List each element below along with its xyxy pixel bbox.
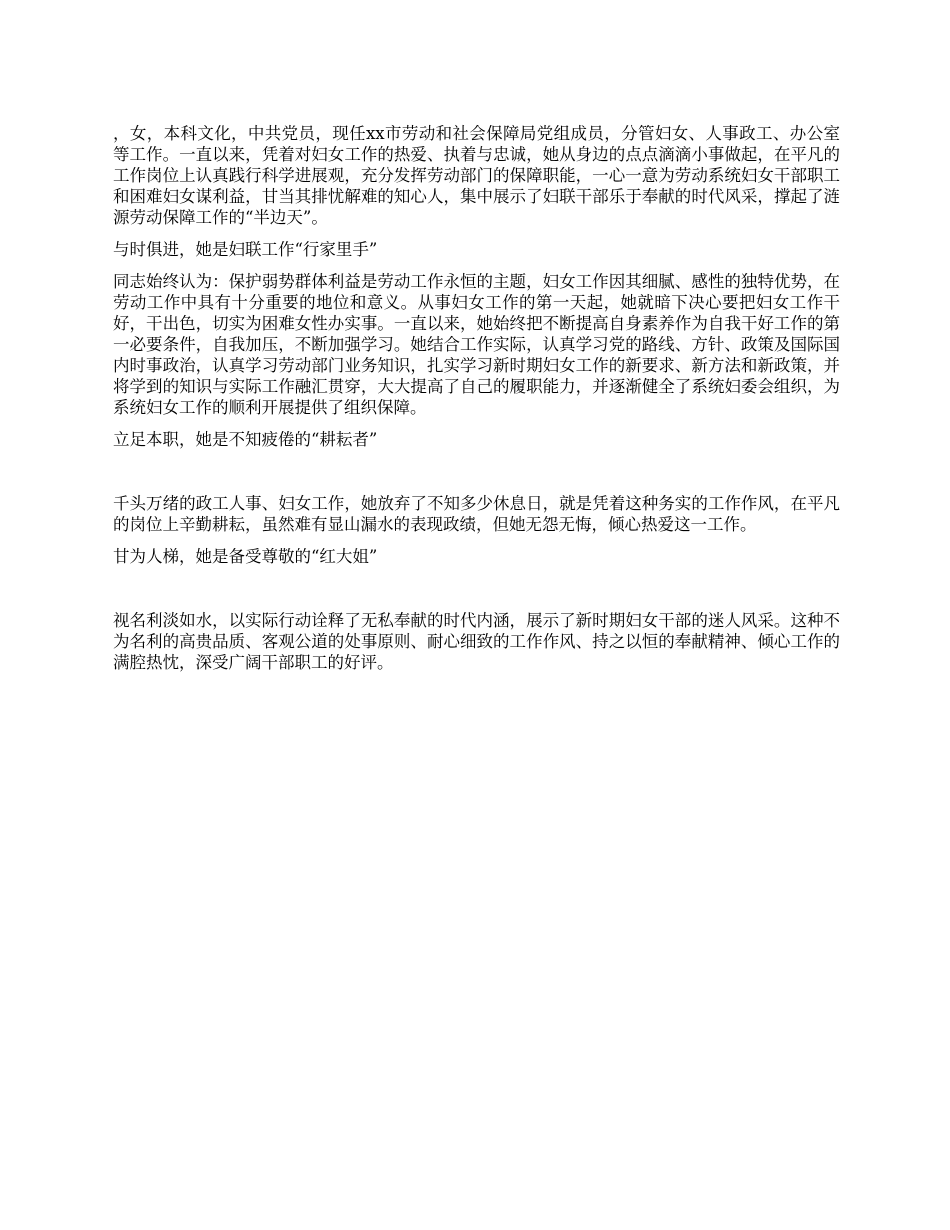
paragraph-spacer bbox=[113, 260, 840, 271]
paragraph-spacer bbox=[113, 228, 840, 239]
paragraph-spacer bbox=[113, 567, 840, 610]
document-body bbox=[113, 123, 840, 673]
section-body-1: 同志始终认为：保护弱势群体利益是劳动工作永恒的主题，妇女工作因其细腻、感性的独特优势，在劳动工作中具有十分重要的地位和意义。从事妇女工作的第一天起，她就暗下决心要把妇女工作干好，干出色，切实为困难女性办实事。一直以来，她始终把不断提高自身素养作为自我干好工作的第一必要条件，自我加压，不断加强学习。她结合工作实际，认真学习党的路线、方针、政策及国际国内时事政治，认真学习劳动部门业务知识，扎实学习新时期妇女工作的新要求、新方法和新政策，并将学到的知识与实际工作融汇贯穿，大大提高了自己的履职能力，并逐渐健全了系统妇委会组织，为系统妇女工作的顺利开展提供了组织保障。 bbox=[113, 272, 840, 417]
section-heading-1: 与时俱进，她是妇联工作“行家里手” bbox=[113, 240, 378, 259]
section-body-2: 千头万绪的政工人事、妇女工作，她放弃了不知多少休息日，就是凭着这种务实的工作作风，在平凡的岗位上辛勤耕耘，虽然难有显山漏水的表现政绩，但她无怨无悔，倾心热爱这一工作。 bbox=[113, 494, 840, 534]
intro-paragraph: ，女，本科文化，中共党员，现任xx市劳动和社会保障局党组成员，分管妇女、人事政工、办公室等工作。一直以来，凭着对妇女工作的热爱、执着与忠诚，她从身边的点点滴滴小事做起，在平凡的工作岗位上认真践行科学进展观，充分发挥劳动部门的保障职能，一心一意为劳动系统妇女干部职工和困难妇女谋利益，甘当其排忧解难的知心人，集中展示了妇联干部乐于奉献的时代风采，撑起了涟源劳动保障工作的“半边天”。 bbox=[113, 124, 840, 227]
paragraph-spacer bbox=[113, 535, 840, 546]
section-heading-2: 立足本职，她是不知疲倦的“耕耘者” bbox=[113, 430, 378, 449]
section-heading-3: 甘为人梯，她是备受尊敬的“红大姐” bbox=[113, 547, 378, 566]
paragraph-spacer bbox=[113, 450, 840, 493]
paragraph-spacer bbox=[113, 418, 840, 429]
section-body-3: 视名利淡如水，以实际行动诠释了无私奉献的时代内涵，展示了新时期妇女干部的迷人风采。这种不为名利的高贵品质、客观公道的处事原则、耐心细致的工作作风、持之以恒的奉献精神、倾心工作的满腔热忱，深受广阔干部职工的好评。 bbox=[113, 611, 840, 672]
